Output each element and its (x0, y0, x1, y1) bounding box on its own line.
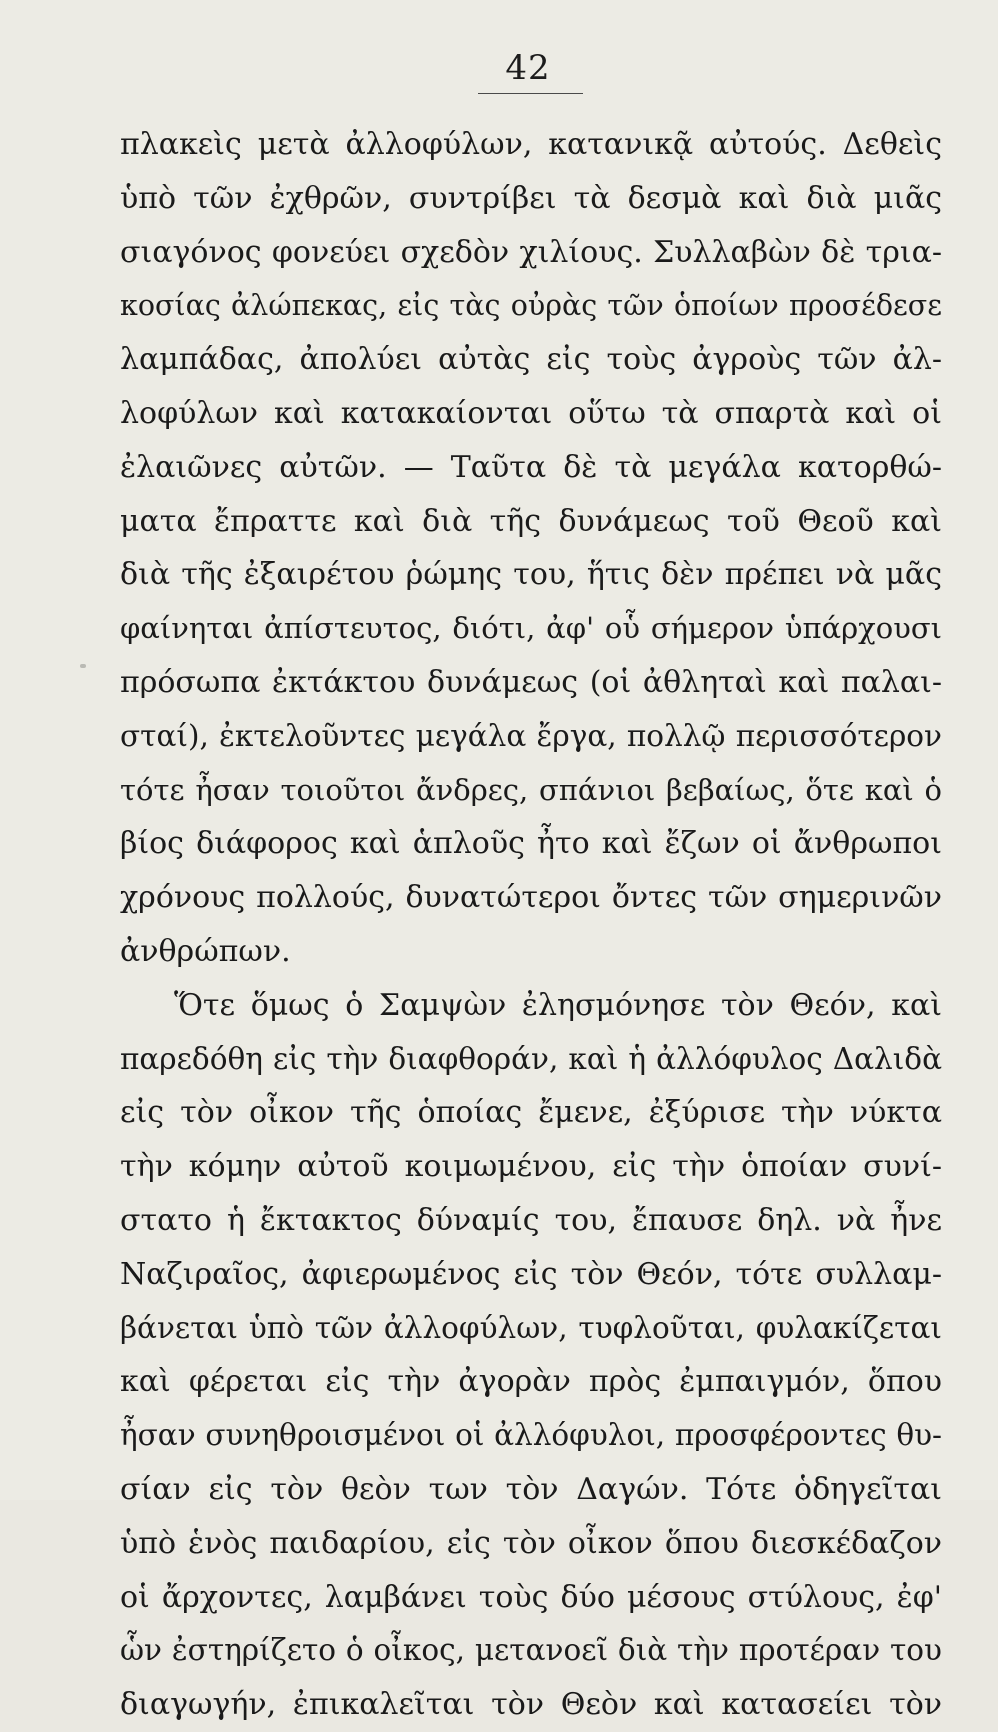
text-line: βίος διάφορος καὶ ἁπλοῦς ἦτο καὶ ἔζων οἱ ἄνθρωποι (120, 826, 942, 862)
text-line: λαμπάδας, ἀπολύει αὐτὰς εἰς τοὺς ἀγροὺς τῶν ἀλ- (120, 342, 942, 378)
text-line: ὧν ἐστηρίζετο ὁ οἶκος, μετανοεῖ διὰ τὴν προτέραν του (120, 1633, 942, 1668)
text-line: λοφύλων καὶ κατακαίονται οὕτω τὰ σπαρτὰ καὶ οἱ (120, 395, 942, 431)
paper-speck (80, 664, 86, 668)
text-line: σίαν εἰς τὸν θεὸν των τὸν Δαγών. Τότε ὁδηγεῖται (120, 1471, 942, 1507)
text-line: Ναζιραῖος, ἀφιερωμένος εἰς τὸν Θεόν, τότε συλλαμ- (120, 1256, 942, 1292)
text-line: ὑπὸ ἑνὸς παιδαρίου, εἰς τὸν οἶκον ὅπου διεσκέδαζον (120, 1525, 942, 1561)
text-line: ὑπὸ τῶν ἐχθρῶν, συντρίβει τὰ δεσμὰ καὶ διὰ μιᾶς (120, 180, 942, 216)
text-line: παρεδόθη εἰς τὴν διαφθοράν, καὶ ἡ ἀλλόφυλος Δαλιδὰ (120, 1041, 942, 1076)
text-line: φαίνηται ἀπίστευτος, διότι, ἀφ' οὗ σήμερον ὑπάρχουσι (120, 611, 942, 646)
text-line: καὶ φέρεται εἰς τὴν ἀγορὰν πρὸς ἐμπαιγμόν, ὅπου (120, 1364, 942, 1400)
text-line: πλακεὶς μετὰ ἀλλοφύλων, κατανικᾷ αὐτούς. Δεθεὶς (120, 127, 942, 162)
text-line: κοσίας ἀλώπεκας, εἰς τὰς οὐρὰς τῶν ὁποίων προσέδεσε (120, 289, 942, 323)
paragraph-end-line: ἀνθρώπων. (120, 933, 291, 969)
text-line: ἦσαν συνηθροισμένοι οἱ ἀλλόφυλοι, προσφέροντες θυ- (120, 1418, 942, 1453)
text-line: πρόσωπα ἐκτάκτου δυνάμεως (οἱ ἀθληταὶ καὶ παλαι- (120, 664, 942, 700)
text-line: εἰς τὸν οἶκον τῆς ὁποίας ἔμενε, ἐξύρισε τὴν νύκτα (120, 1095, 942, 1131)
text-line: ματα ἔπραττε καὶ διὰ τῆς δυνάμεως τοῦ Θεοῦ καὶ (120, 503, 942, 539)
text-line: ἐλαιῶνες αὐτῶν. — Ταῦτα δὲ τὰ μεγάλα κατορθώ- (120, 449, 942, 485)
text-line: χρόνους πολλούς, δυνατώτεροι ὄντες τῶν σημερινῶν (120, 880, 942, 916)
header-rule (478, 93, 583, 94)
page-number: 42 (505, 48, 551, 88)
text-line: διὰ τῆς ἐξαιρέτου ῥώμης του, ἥτις δὲν πρέπει νὰ μᾶς (120, 557, 942, 593)
text-line: διαγωγήν, ἐπικαλεῖται τὸν Θεὸν καὶ κατασείει τὸν (120, 1687, 942, 1723)
text-line: βάνεται ὑπὸ τῶν ἀλλοφύλων, τυφλοῦται, φυλακίζεται (120, 1310, 942, 1345)
text-line: τὴν κόμην αὐτοῦ κοιμωμένου, εἰς τὴν ὁποίαν συνί- (120, 1149, 942, 1185)
text-line: σιαγόνος φονεύει σχεδὸν χιλίους. Συλλαβὼν δὲ τρια- (120, 234, 942, 270)
paragraph-start-line: Ὅτε ὅμως ὁ Σαμψὼν ἐλησμόνησε τὸν Θεόν, καὶ (174, 987, 942, 1023)
body-text (120, 118, 942, 1732)
text-line: οἱ ἄρχοντες, λαμβάνει τοὺς δύο μέσους στύλους, ἐφ' (120, 1579, 942, 1615)
text-line: στατο ἡ ἔκτακτος δύναμίς του, ἔπαυσε δηλ. νὰ ἦνε (120, 1202, 942, 1238)
text-line: σταί), ἐκτελοῦντες μεγάλα ἔργα, πολλῷ περισσότερον (120, 718, 942, 753)
text-line: τότε ἦσαν τοιοῦτοι ἄνδρες, σπάνιοι βεβαίως, ὅτε καὶ ὁ (120, 772, 942, 807)
